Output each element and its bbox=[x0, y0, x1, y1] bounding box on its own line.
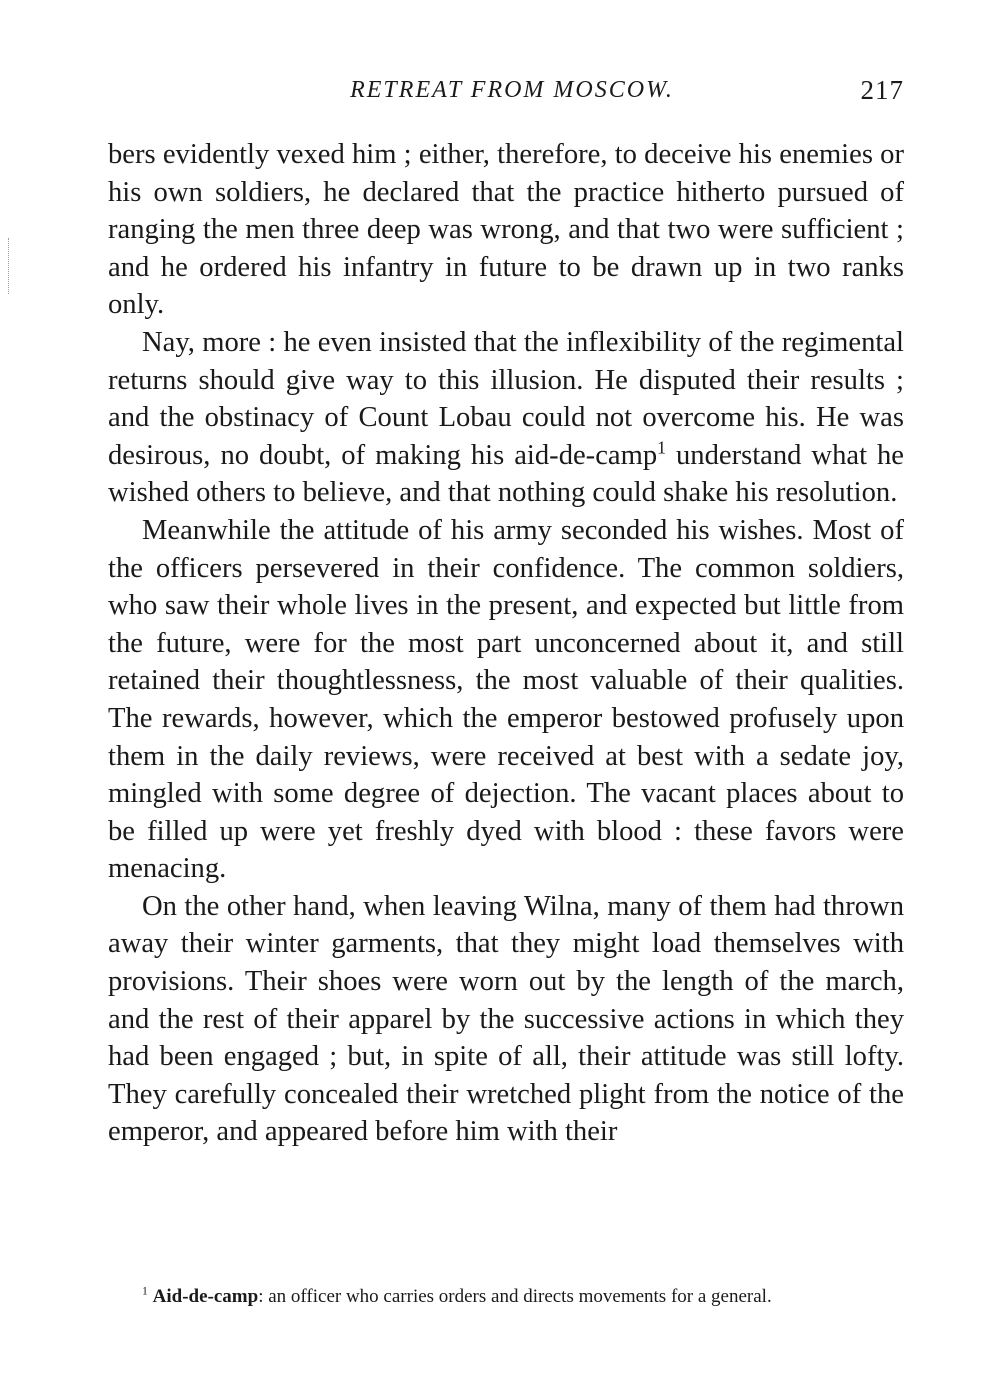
paragraph-3: Meanwhile the attitude of his army seconded his wishes. Most of the officers persevered in their confidence. The common soldiers, who saw their whole lives in the present, and expected but little from the future, were for the most part unconcerned about it, and still retained their thoughtlessness, the most valuable of their qualities. The rewards, however, which the emperor bestowed profusely upon them in the daily reviews, were received at best with a sedate joy, mingled with some degree of dejection. The vacant places about to be filled up were yet freshly dyed with blood : these favors were menacing. bbox=[108, 514, 904, 885]
running-head bbox=[108, 72, 904, 108]
paragraph-2 bbox=[108, 324, 904, 512]
footnote-term: Aid-de-camp bbox=[152, 1286, 259, 1307]
paragraph-2-text-continued: understand what he wished others to believe, and that nothing could shake his resolution. bbox=[108, 439, 904, 509]
margin-mark bbox=[8, 238, 11, 294]
footnote-definition: : an officer who carries orders and directs movements for a general. bbox=[258, 1286, 772, 1307]
running-title: RETREAT FROM MOSCOW. bbox=[350, 77, 674, 103]
body-text bbox=[108, 136, 904, 1151]
footnote-marker: 1 bbox=[142, 1284, 148, 1298]
paragraph-2-text: Nay, more : he even insisted that the inflexibility of the regimental returns should give way to this illusion. He disputed their results ; and the obstinacy of Count Lobau could not overcome his. He was desirous, no doubt, of making his aid-de-camp bbox=[108, 326, 904, 471]
footnote bbox=[108, 1283, 904, 1311]
paragraph-4: On the other hand, when leaving Wilna, many of them had thrown away their winter garments, that they might load themselves with provisions. Their shoes were worn out by the length of the march, and the rest of their apparel by the successive actions in which they had been engaged ; but, in spite of all, their attitude was still lofty. They carefully concealed their wretched plight from the notice of the emperor, and appeared before him with their bbox=[108, 890, 904, 1148]
paragraph-1: bers evidently vexed him ; either, therefore, to deceive his enemies or his own soldiers, he declared that the practice hitherto pursued of ranging the men three deep was wrong, and that two were sufficient ; and he ordered his infantry in future to be drawn up in two ranks only. bbox=[108, 139, 904, 321]
page-number: 217 bbox=[860, 75, 904, 105]
footnote-reference: 1 bbox=[657, 437, 666, 458]
